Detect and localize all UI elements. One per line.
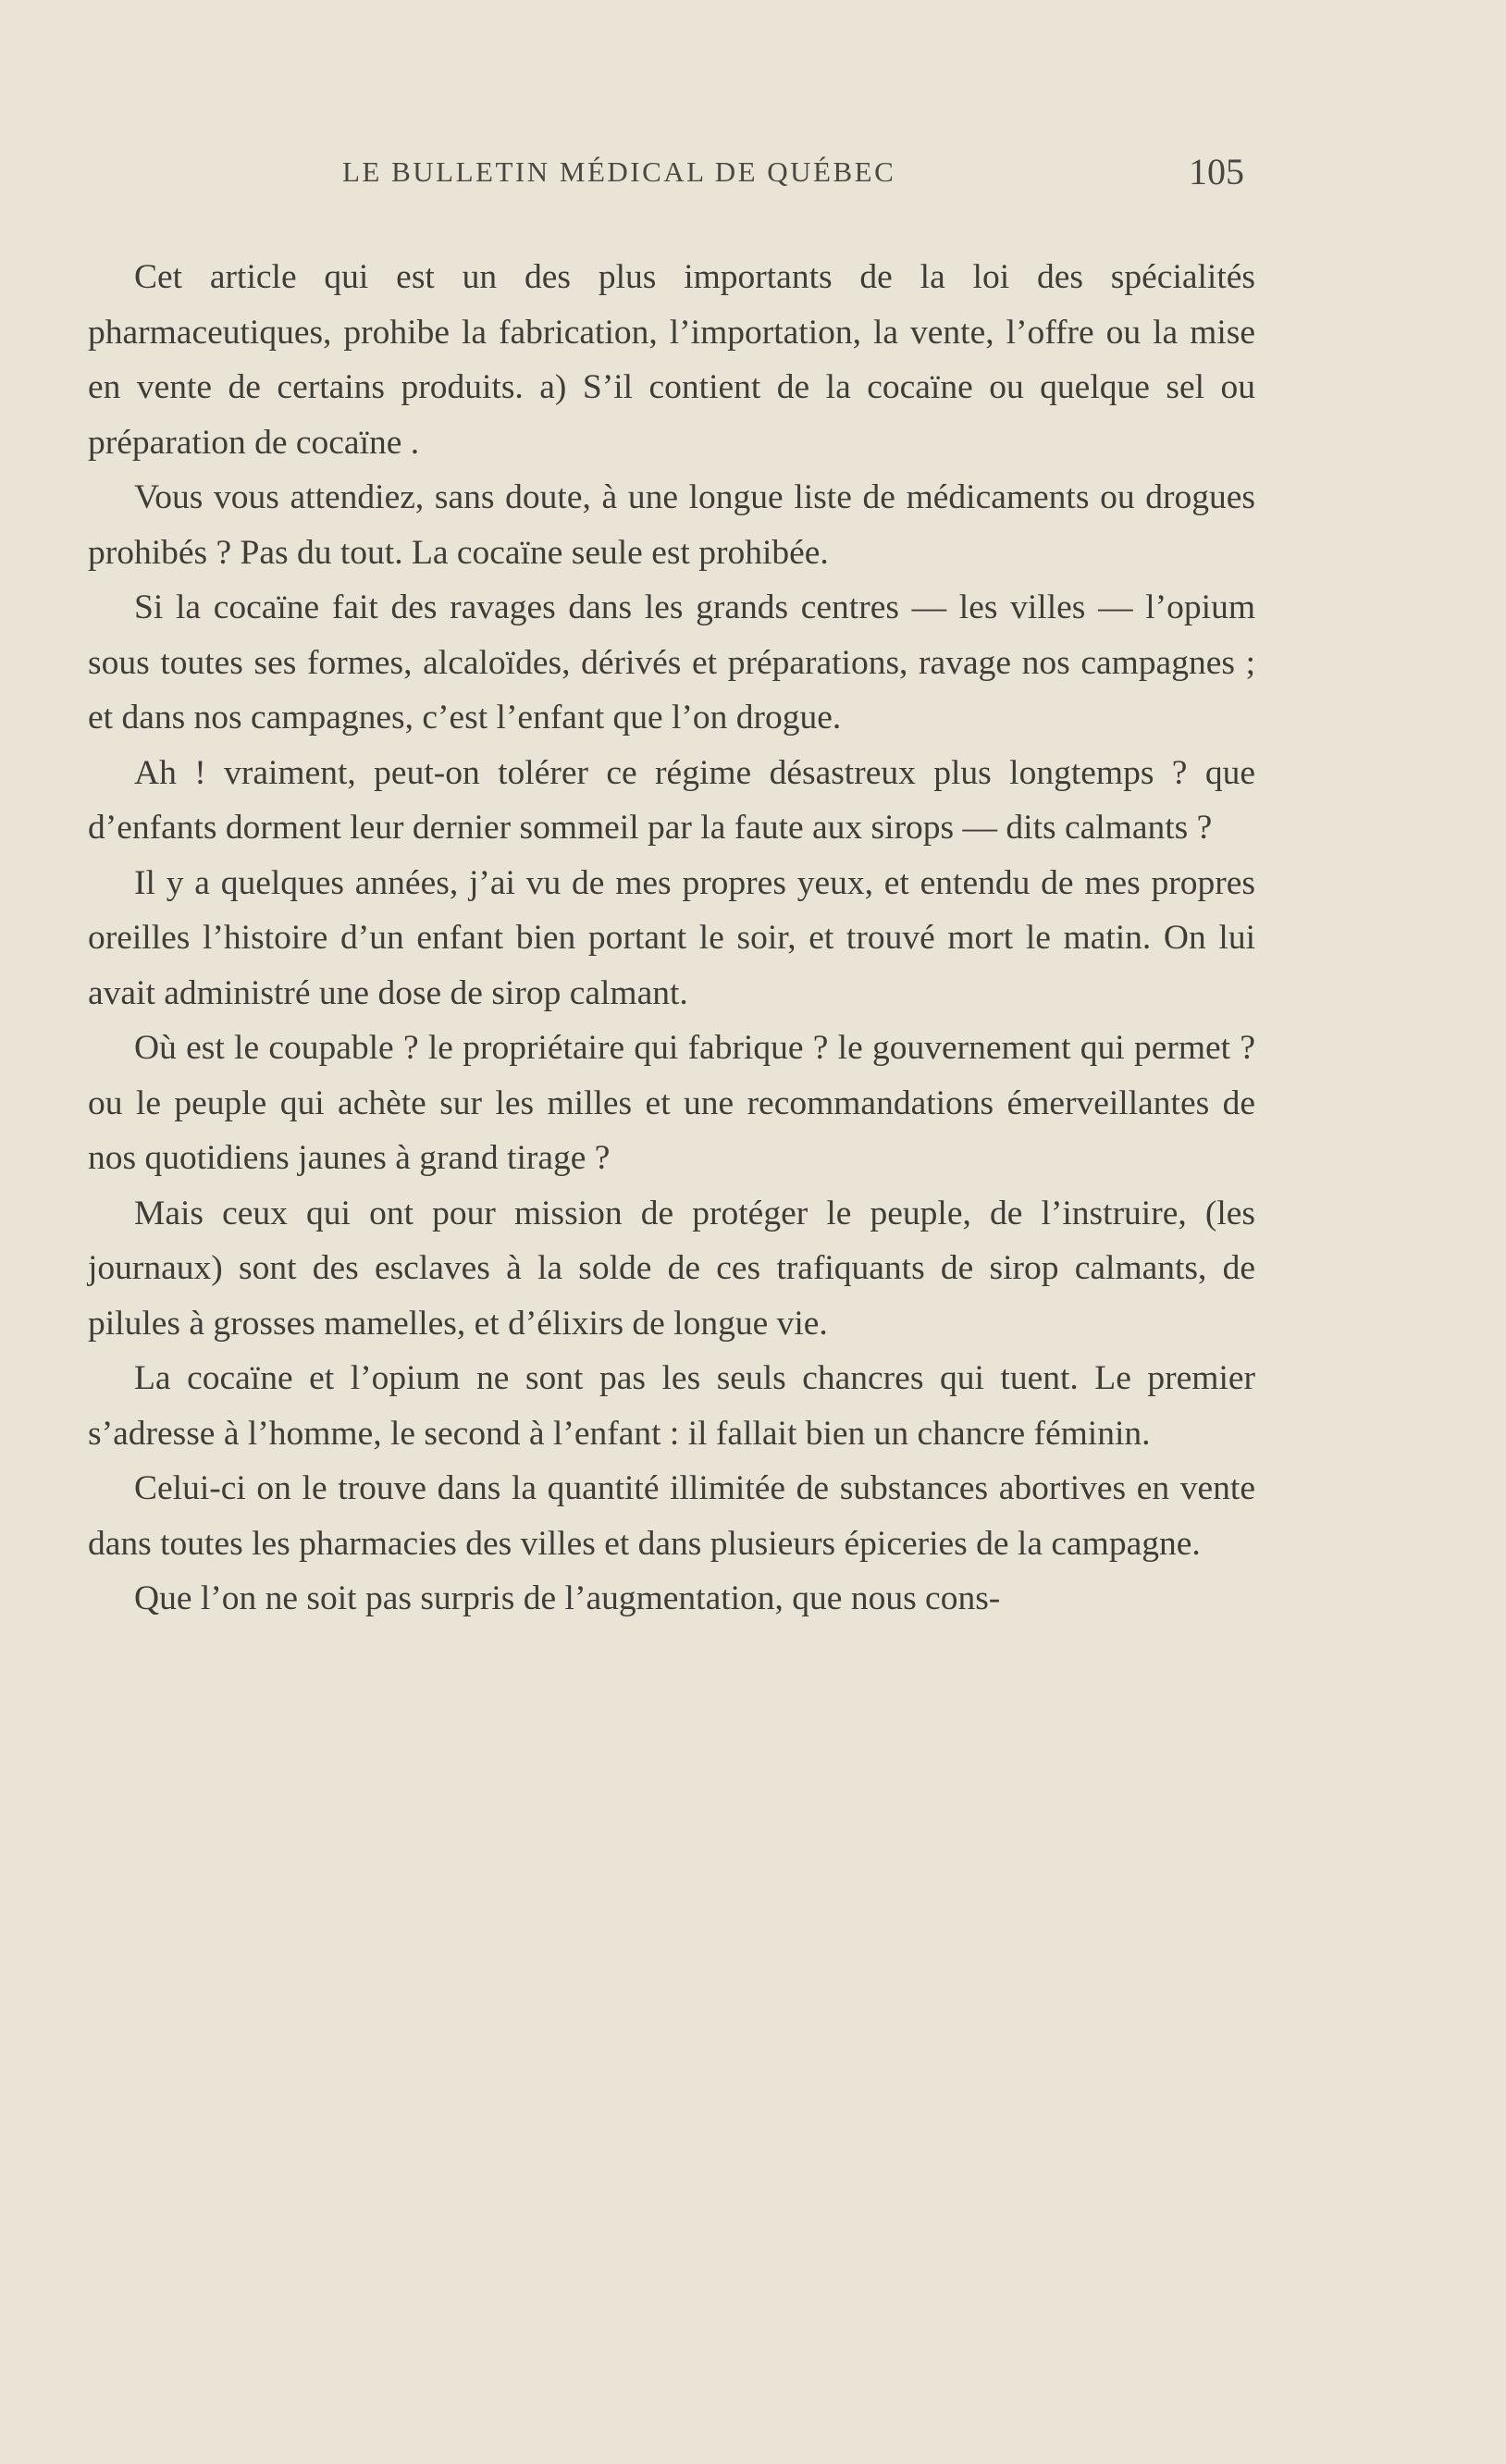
page-number: 105	[1189, 151, 1244, 192]
paragraph-7: Mais ceux qui ont pour mission de protéger le peuple, de l’instruire, (les journaux) sont des esclaves à la solde de ces trafiquants de sirop calmants, de pilules à grosses mamelles, et d’élixirs de longue vie.	[88, 1194, 1255, 1343]
paragraph-1: Cet article qui est un des plus importants de la loi des spécialités pharmaceutiques, prohibe la fabrication, l’importation, la vente, l’offre ou la mise en vente de certains produits. a) S’il contient de la cocaïne ou quelque sel ou préparation de cocaïne .	[88, 258, 1255, 462]
running-title: LE BULLETIN MÉDICAL DE QUÉBEC	[342, 155, 896, 188]
paragraph-4: Ah ! vraiment, peut-on tolérer ce régime désastreux plus longtemps ? que d’enfants dorment leur dernier sommeil par la faute aux sirops — dits calmants ?	[88, 753, 1255, 847]
article-body	[88, 250, 1255, 1627]
paragraph-3: Si la cocaïne fait des ravages dans les grands centres — les villes — l’opium sous toutes ses formes, alcaloïdes, dérivés et préparations, ravage nos campagnes ; et dans nos campagnes, c’est l’enfant que l’on drogue.	[88, 588, 1255, 737]
paragraph-2: Vous vous attendiez, sans doute, à une longue liste de médicaments ou drogues prohibés ? Pas du tout. La cocaïne seule est prohibée.	[88, 478, 1255, 572]
page-header	[0, 151, 1506, 202]
paragraph-6: Où est le coupable ? le propriétaire qui fabrique ? le gouvernement qui permet ? ou le peuple qui achète sur les milles et une recommandations émerveillantes de nos quotidiens jaunes à grand tirage ?	[88, 1029, 1255, 1177]
paragraph-8: La cocaïne et l’opium ne sont pas les seuls chancres qui tuent. Le premier s’adresse à l’homme, le second à l’enfant : il fallait bien un chancre féminin.	[88, 1359, 1255, 1453]
paragraph-5: Il y a quelques années, j’ai vu de mes propres yeux, et entendu de mes propres oreilles l’histoire d’un enfant bien portant le soir, et trouvé mort le matin. On lui avait administré une dose de sirop calmant.	[88, 863, 1255, 1012]
paragraph-9: Celui-ci on le trouve dans la quantité illimitée de substances abortives en vente dans toutes les pharmacies des villes et dans plusieurs épiceries de la campagne.	[88, 1469, 1255, 1563]
paragraph-10: Que l’on ne soit pas surpris de l’augmentation, que nous cons-	[134, 1579, 1001, 1617]
